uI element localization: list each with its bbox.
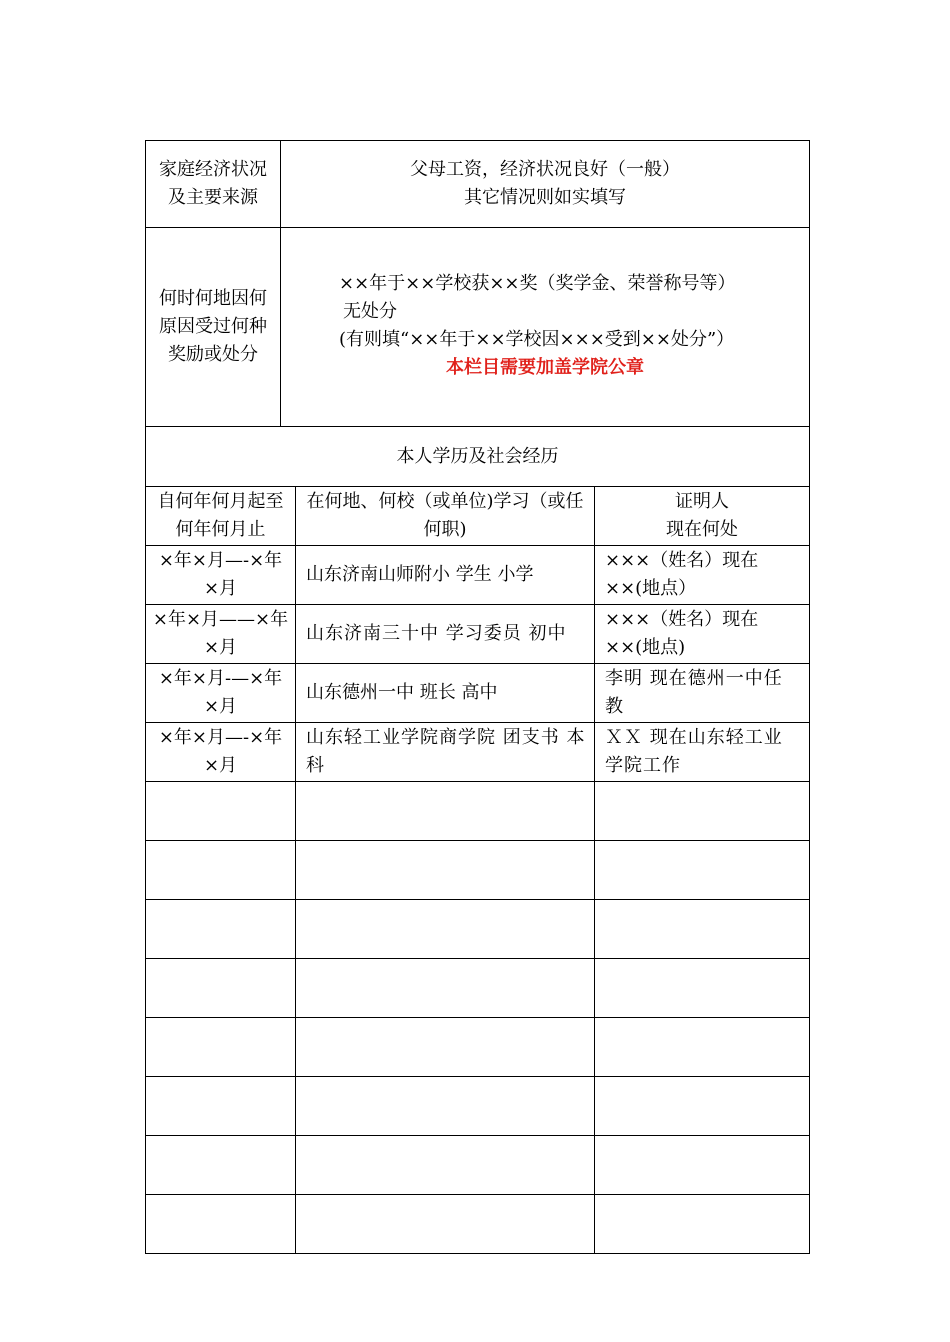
empty-place-cell (296, 841, 595, 900)
empty-place-cell (296, 959, 595, 1018)
header-witness-cell (595, 487, 810, 546)
period-text: ×年×月—-×年×月 (158, 550, 283, 599)
awards-line-2: 无处分 (343, 301, 397, 322)
empty-period-cell (146, 782, 296, 841)
witness-text: ×××（姓名）现在××(地点） (605, 550, 759, 599)
period-cell (146, 664, 296, 723)
empty-period-cell (146, 1195, 296, 1254)
awards-label-cell (146, 228, 281, 427)
witness-text: 李明 现在德州一中任教 (605, 668, 783, 717)
registration-form-table (145, 140, 810, 1254)
empty-witness-cell (595, 1136, 810, 1195)
empty-witness-cell (595, 1018, 810, 1077)
period-text: ×年×月—-×年×月 (158, 727, 283, 776)
period-text: ×年×月-—×年×月 (158, 668, 283, 717)
family-line-1: 父母工资，经济状况良好（一般） (410, 159, 680, 180)
header-witness-line-1: 证明人 (675, 491, 729, 512)
place-text: 山东济南三十中 学习委员 初中 (306, 623, 567, 644)
empty-row (146, 1195, 810, 1254)
family-content-cell (281, 141, 810, 228)
empty-witness-cell (595, 1195, 810, 1254)
header-place-cell (296, 487, 595, 546)
history-row (146, 546, 810, 605)
empty-period-cell (146, 959, 296, 1018)
empty-witness-cell (595, 900, 810, 959)
awards-row (146, 228, 810, 427)
period-cell (146, 723, 296, 782)
witness-cell (595, 605, 810, 664)
header-witness-line-2: 现在何处 (666, 519, 738, 540)
empty-place-cell (296, 900, 595, 959)
family-label-cell (146, 141, 281, 228)
empty-period-cell (146, 1018, 296, 1077)
empty-place-cell (296, 1195, 595, 1254)
empty-place-cell (296, 1077, 595, 1136)
empty-period-cell (146, 841, 296, 900)
empty-place-cell (296, 1018, 595, 1077)
family-label: 家庭经济状况及主要来源 (159, 159, 267, 208)
family-row (146, 141, 810, 228)
place-text: 山东轻工业学院商学院 团支书 本科 (306, 727, 586, 776)
history-header-row (146, 487, 810, 546)
empty-period-cell (146, 1136, 296, 1195)
empty-period-cell (146, 900, 296, 959)
header-period-cell (146, 487, 296, 546)
place-cell (296, 664, 595, 723)
witness-text: ×××（姓名）现在××(地点) (605, 609, 759, 658)
family-line-2: 其它情况则如实填写 (464, 187, 626, 208)
empty-row (146, 1136, 810, 1195)
place-text: 山东德州一中 班长 高中 (306, 682, 498, 703)
history-title-cell (146, 427, 810, 487)
period-cell (146, 546, 296, 605)
empty-row (146, 1077, 810, 1136)
empty-witness-cell (595, 782, 810, 841)
period-text: ×年×月——×年×月 (152, 609, 289, 658)
history-row (146, 723, 810, 782)
place-cell (296, 605, 595, 664)
history-title: 本人学历及社会经历 (396, 445, 559, 467)
history-row (146, 664, 810, 723)
period-cell (146, 605, 296, 664)
witness-cell (595, 664, 810, 723)
empty-witness-cell (595, 841, 810, 900)
empty-row (146, 782, 810, 841)
awards-label: 何时何地因何原因受过何种奖励或处分 (159, 288, 267, 365)
empty-row (146, 1018, 810, 1077)
empty-row (146, 841, 810, 900)
place-cell (296, 723, 595, 782)
header-place: 在何地、何校（或单位)学习（或任何职) (306, 491, 584, 540)
empty-period-cell (146, 1077, 296, 1136)
awards-line-3: (有则填“××年于××学校因×××受到××处分”） (339, 329, 735, 350)
empty-place-cell (296, 782, 595, 841)
witness-cell (595, 723, 810, 782)
header-period: 自何年何月起至何年何月止 (157, 491, 284, 540)
place-text: 山东济南山师附小 学生 小学 (306, 564, 534, 585)
witness-cell (595, 546, 810, 605)
stamp-note: 本栏目需要加盖学院公章 (446, 357, 644, 378)
empty-place-cell (296, 1136, 595, 1195)
awards-line-1: ××年于××学校获××奖（奖学金、荣誉称号等） (339, 273, 736, 294)
history-title-row (146, 427, 810, 487)
empty-row (146, 900, 810, 959)
history-row (146, 605, 810, 664)
awards-content-cell (281, 228, 810, 427)
witness-text: ＸＸ 现在山东轻工业学院工作 (605, 727, 783, 776)
empty-witness-cell (595, 959, 810, 1018)
empty-row (146, 959, 810, 1018)
empty-witness-cell (595, 1077, 810, 1136)
place-cell (296, 546, 595, 605)
